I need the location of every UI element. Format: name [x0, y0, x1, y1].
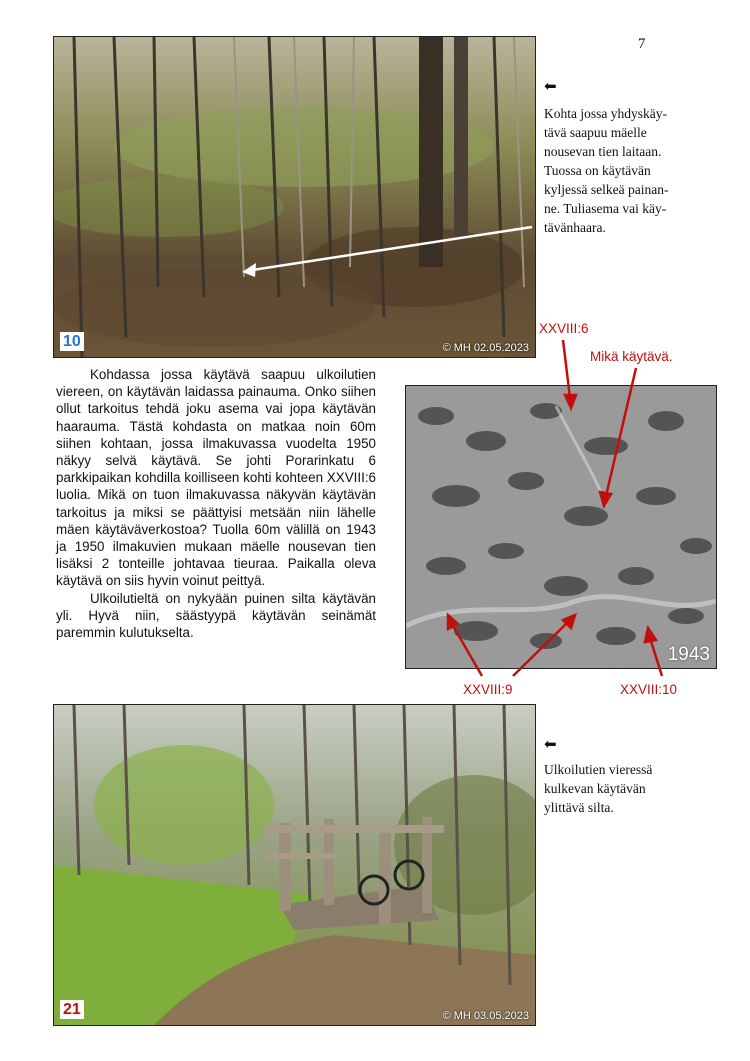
- page-number: 7: [638, 36, 646, 52]
- photo-bridge: [53, 704, 536, 1026]
- caption-line: ne. Tuliasema vai käy-: [544, 201, 667, 216]
- left-arrow-icon: ⬅: [544, 735, 557, 753]
- caption-top: [544, 104, 668, 237]
- caption-line: tävä saapuu mäelle: [544, 125, 647, 140]
- bridge-photo-image: [54, 705, 535, 1025]
- caption-line: Tuossa on käytävän: [544, 163, 651, 178]
- caption-line: Kohta jossa yhdyskäy-: [544, 106, 667, 121]
- caption-line: tävänhaara.: [544, 220, 606, 235]
- label-xxviii-6: XXVIII:6: [539, 321, 589, 336]
- label-xxviii-9: XXVIII:9: [463, 682, 513, 697]
- caption-line: kulkevan käytävän: [544, 781, 646, 796]
- photo-number-badge: 10: [60, 332, 84, 351]
- photo-forest-trench: [53, 36, 536, 358]
- forest-photo-image: [54, 37, 535, 357]
- caption-line: ylittävä silta.: [544, 800, 614, 815]
- caption-line: Ulkoilutien vieressä: [544, 762, 653, 777]
- photo-credit: © MH 02.05.2023: [442, 342, 529, 354]
- label-mika-kaytava: Mikä käytävä.: [590, 349, 673, 364]
- caption-bottom: [544, 760, 652, 817]
- caption-line: kyljessä selkeä painan-: [544, 182, 669, 197]
- aerial-year-label: 1943: [667, 644, 710, 665]
- aerial-photo-image: [406, 386, 716, 668]
- paragraph: Kohdassa jossa käytävä saapuu ulkoilutien viereen, on käytävän laidassa painauma. Onko siihen ollut tarkoitus tehdä joku asema vai jopa käytävän haarauma. Tästä kohdasta on matkaa noin 60m siihen kohtaan, jossa ilmakuvassa vuodelta 1950 näkyy selvä käytävä. Se johti Porarinkatu 6 parkkipaikan kohdilla koilliseen kohti kohteen XXVIII:6 luolia. Mikä on tuon ilmakuvassa näkyvän käytävän tarkoitus ja miksi se päättyisi metsään niin lähelle mäen käytäväverkostoa? Tuolla 60m välillä on 1943 ja 1950 ilmakuvien mukaan mäelle nousevan tien lisäksi 2 tonteille johtavaa tieuraa. Paikalla oleva käytävä on siis hyvin voinut peittyä.: [56, 367, 376, 589]
- left-arrow-icon: ⬅: [544, 77, 557, 95]
- body-text: [56, 366, 376, 641]
- aerial-photo: [405, 385, 717, 669]
- photo-credit: © MH 03.05.2023: [442, 1010, 529, 1022]
- label-xxviii-10: XXVIII:10: [620, 682, 678, 697]
- caption-line: nousevan tien laitaan.: [544, 144, 662, 159]
- photo-number-badge: 21: [60, 1000, 84, 1019]
- paragraph: Ulkoilutieltä on nykyään puinen silta käytävän yli. Hyvä niin, säästyypä käytävän seinämät paremmin kulutukselta.: [56, 590, 376, 641]
